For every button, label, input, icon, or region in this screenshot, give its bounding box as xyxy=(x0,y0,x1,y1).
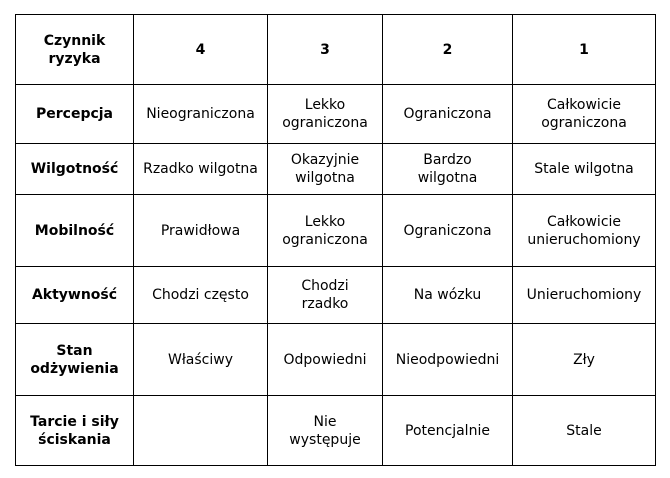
table-cell: Całkowicie ograniczona xyxy=(513,85,656,144)
row-header-cell: Aktywność xyxy=(16,267,134,324)
table-cell: Prawidłowa xyxy=(134,195,268,267)
table-cell: Na wózku xyxy=(383,267,513,324)
row-header-cell: Mobilność xyxy=(16,195,134,267)
table-cell: Okazyjnie wilgotna xyxy=(268,144,383,195)
table-cell: Całkowicie unieruchomiony xyxy=(513,195,656,267)
table-cell: Ograniczona xyxy=(383,195,513,267)
table-row-tarcie xyxy=(16,396,656,466)
risk-assessment-table xyxy=(15,14,656,466)
table-row-wilgotnosc xyxy=(16,144,656,195)
table-cell: Bardzo wilgotna xyxy=(383,144,513,195)
header-cell-score-1: 1 xyxy=(513,15,656,85)
table-row-stan-odzywienia xyxy=(16,324,656,396)
table-cell: Chodzi często xyxy=(134,267,268,324)
table-cell xyxy=(134,396,268,466)
table-cell: Rzadko wilgotna xyxy=(134,144,268,195)
row-header-cell: Wilgotność xyxy=(16,144,134,195)
table-cell: Nie występuje xyxy=(268,396,383,466)
header-cell-score-2: 2 xyxy=(383,15,513,85)
table-cell: Właściwy xyxy=(134,324,268,396)
header-cell-score-4: 4 xyxy=(134,15,268,85)
table-row-mobilnosc xyxy=(16,195,656,267)
table-cell: Zły xyxy=(513,324,656,396)
table-row-aktywnosc xyxy=(16,267,656,324)
header-cell-score-3: 3 xyxy=(268,15,383,85)
table-cell: Stale xyxy=(513,396,656,466)
table-cell: Chodzi rzadko xyxy=(268,267,383,324)
table-cell: Lekko ograniczona xyxy=(268,85,383,144)
table-cell: Lekko ograniczona xyxy=(268,195,383,267)
row-header-cell: Tarcie i siły ściskania xyxy=(16,396,134,466)
row-header-cell: Percepcja xyxy=(16,85,134,144)
table-cell: Unieruchomiony xyxy=(513,267,656,324)
table-cell: Nieodpowiedni xyxy=(383,324,513,396)
table-cell: Stale wilgotna xyxy=(513,144,656,195)
table-cell: Odpowiedni xyxy=(268,324,383,396)
table-header-row xyxy=(16,15,656,85)
table-cell: Nieograniczona xyxy=(134,85,268,144)
table-cell: Potencjalnie xyxy=(383,396,513,466)
table-cell: Ograniczona xyxy=(383,85,513,144)
row-header-cell: Stan odżywienia xyxy=(16,324,134,396)
table-row-percepcja xyxy=(16,85,656,144)
header-cell-risk-factor: Czynnik ryzyka xyxy=(16,15,134,85)
